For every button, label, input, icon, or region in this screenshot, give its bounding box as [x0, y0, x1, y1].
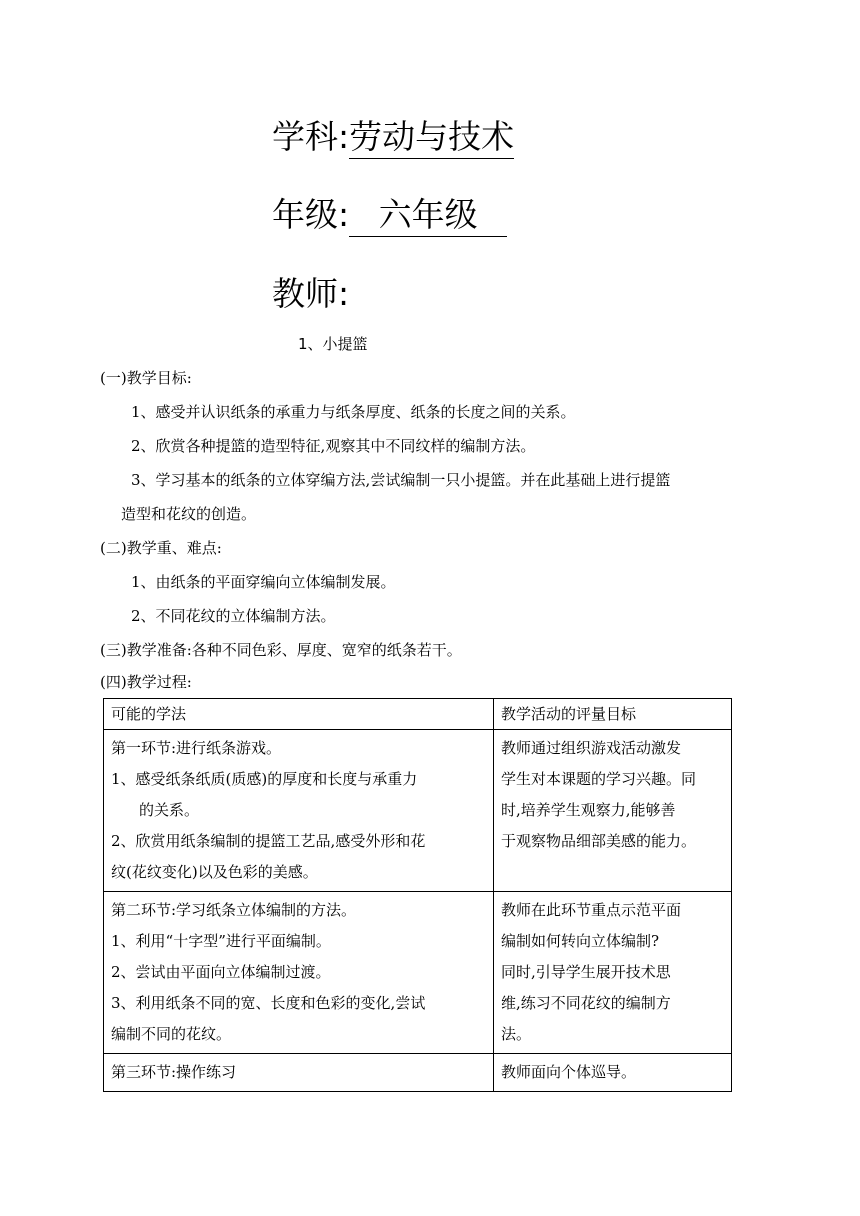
prep-line: (三)教学准备:各种不同色彩、厚度、宽窄的纸条若干。: [100, 641, 462, 659]
cell-text: 1、利用“十字型”进行平面编制。: [111, 932, 331, 950]
table-header-row: [104, 699, 732, 730]
table-cell: [494, 730, 732, 892]
table-cell: [494, 892, 732, 1054]
teacher-line: [272, 274, 349, 314]
process-table: [103, 698, 732, 1092]
table-cell: [104, 1054, 494, 1092]
cell-text: 编制如何转向立体编制?: [501, 932, 660, 950]
table-row: [104, 730, 732, 892]
table-header-cell: 教学活动的评量目标: [494, 699, 732, 730]
cell-text: 第一环节:进行纸条游戏。: [111, 739, 282, 757]
grade-value: 六年级: [349, 195, 507, 237]
cell-text: 第二环节:学习纸条立体编制的方法。: [111, 901, 357, 919]
cell-text: 编制不同的花纹。: [111, 1025, 232, 1043]
process-heading: (四)教学过程:: [100, 673, 192, 691]
cell-text: 的关系。: [139, 801, 200, 819]
cell-text: 教师面向个体巡导。: [501, 1063, 637, 1081]
cell-text: 于观察物品细部美感的能力。: [501, 832, 697, 850]
teacher-label: 教师:: [272, 274, 350, 313]
grade-label: 年级:: [272, 195, 350, 234]
cell-text: 时,培养学生观察力,能够善: [501, 801, 676, 819]
key-item: 1、由纸条的平面穿编向立体编制发展。: [131, 573, 396, 591]
table-cell: [494, 1054, 732, 1092]
goal-item: 1、感受并认识纸条的承重力与纸条厚度、纸条的长度之间的关系。: [131, 403, 576, 421]
cell-text: 2、欣赏用纸条编制的提篮工艺品,感受外形和花: [111, 832, 426, 850]
subject-line: [272, 117, 514, 159]
goal-item: 3、学习基本的纸条的立体穿编方法,尝试编制一只小提篮。并在此基础上进行提篮: [131, 471, 671, 489]
cell-text: 教师通过组织游戏活动激发: [501, 739, 682, 757]
subject-label: 学科:: [272, 117, 350, 156]
goal-item-continued: 造型和花纹的创造。: [121, 505, 257, 523]
key-item: 2、不同花纹的立体编制方法。: [131, 607, 336, 625]
grade-line: [272, 195, 507, 237]
table-cell: [104, 730, 494, 892]
cell-text: 法。: [501, 1025, 532, 1043]
table-row: [104, 892, 732, 1054]
cell-text: 3、利用纸条不同的宽、长度和色彩的变化,尝试: [111, 994, 426, 1012]
cell-text: 同时,引导学生展开技术思: [501, 963, 671, 981]
key-heading: (二)教学重、难点:: [100, 539, 222, 557]
table-cell: [104, 892, 494, 1054]
cell-text: 2、尝试由平面向立体编制过渡。: [111, 963, 331, 981]
cell-text: 学生对本课题的学习兴趣。同: [501, 770, 697, 788]
cell-text: 第三环节:操作练习: [111, 1063, 237, 1081]
table-row: [104, 1054, 732, 1092]
subject-value: 劳动与技术: [349, 117, 514, 159]
cell-text: 维,练习不同花纹的编制方: [501, 994, 671, 1012]
table-header-cell: 可能的学法: [104, 699, 494, 730]
cell-text: 纹(花纹变化)以及色彩的美感。: [111, 863, 318, 881]
goal-item: 2、欣赏各种提篮的造型特征,观察其中不同纹样的编制方法。: [131, 437, 536, 455]
goals-heading: (一)教学目标:: [100, 369, 192, 387]
lesson-title: 1、小提篮: [298, 335, 368, 353]
cell-text: 教师在此环节重点示范平面: [501, 901, 682, 919]
cell-text: 1、感受纸条纸质(质感)的厚度和长度与承重力: [111, 770, 418, 788]
